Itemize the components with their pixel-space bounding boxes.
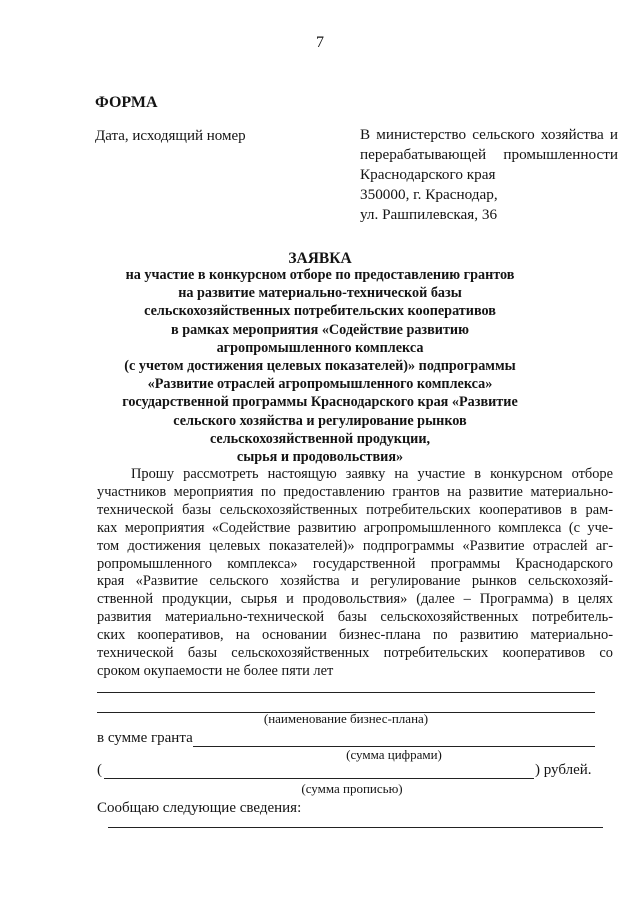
heading-line: сельскохозяйственных потребительских кооперативов (144, 303, 496, 320)
paragraph-line: края «Развитие сельского хозяйства и регулирование рынков сельскохозяй- (97, 573, 613, 590)
heading-line: на развитие материально-технической базы (178, 285, 462, 302)
addressee-block (360, 125, 618, 225)
document-title: ЗАЯВКА (288, 250, 352, 267)
date-outgoing-number-label: Дата, исходящий номер (95, 128, 246, 144)
paragraph-line: сроком окупаемости не более пяти лет (97, 662, 334, 679)
paragraph-line: участников мероприятия по предоставлению грантов на развитие материально- (97, 483, 613, 500)
addressee-line: ул. Рашпилевская, 36 (360, 206, 498, 223)
words-caption: (сумма прописью) (301, 781, 403, 796)
business-plan-caption: (наименование бизнес-плана) (263, 711, 429, 726)
info-fill-line[interactable] (108, 827, 603, 828)
heading-line: агропромышленного комплекса (216, 339, 424, 356)
page-number: 7 (316, 34, 324, 51)
document-heading (60, 266, 580, 466)
paragraph-line: том достижения целевых показателей)» подпрограммы «Развитие отраслей аг- (97, 537, 613, 554)
rubles-label: ) рублей. (535, 762, 592, 778)
open-parenthesis: ( (97, 762, 102, 778)
heading-line: «Развитие отраслей агропромышленного комплекса» (147, 376, 493, 393)
paragraph-line: технической базы сельскохозяйственных потребительских кооперативов со (97, 645, 613, 662)
info-label: Сообщаю следующие сведения: (97, 800, 302, 816)
paragraph-line: ропромышленного комплекса» государственной программы Краснодарского (97, 555, 613, 572)
paragraph-line: ках мероприятия «Содействие развитию агропромышленного комплекса (с уче- (97, 519, 613, 536)
addressee-line: Краснодарского края (360, 166, 496, 183)
paragraph-line: Прошу рассмотреть настоящую заявку на участие в конкурсном отборе (131, 466, 613, 482)
heading-line: в рамках мероприятия «Содействие развитию (171, 321, 469, 338)
heading-line: на участие в конкурсном отборе по предоставлению грантов (125, 267, 515, 283)
grant-amount-words-line[interactable] (104, 778, 534, 779)
heading-line: сырья и продовольствия» (236, 449, 404, 466)
paragraph-line: технической базы сельскохозяйственных потребительских кооперативов в рам- (97, 501, 613, 518)
heading-line: (с учетом достижения целевых показателей)» подпрограммы (124, 358, 516, 375)
request-paragraph (97, 466, 613, 681)
heading-line: сельскохозяйственной продукции, (209, 430, 431, 447)
addressee-line: 350000, г. Краснодар, (360, 186, 498, 203)
business-plan-fill-line[interactable] (97, 692, 595, 693)
form-label: ФОРМА (95, 94, 158, 111)
grant-amount-label: в сумме гранта (97, 730, 193, 746)
addressee-line: перерабатывающей промышленности (360, 146, 618, 163)
paragraph-line: развития материально-технической базы сельскохозяйственных потребитель- (97, 609, 613, 626)
paragraph-line: ственной продукции, сырья и продовольствия» (далее – Программа) в целях (97, 591, 613, 608)
addressee-line: В министерство сельского хозяйства и (360, 126, 618, 143)
digits-caption: (сумма цифрами) (346, 747, 442, 762)
heading-line: государственной программы Краснодарского края «Развитие (122, 394, 518, 411)
heading-line: сельского хозяйства и регулирование рынков (173, 412, 467, 429)
paragraph-line: ских кооперативов, на основании бизнес-плана по развитию материально- (97, 627, 613, 644)
